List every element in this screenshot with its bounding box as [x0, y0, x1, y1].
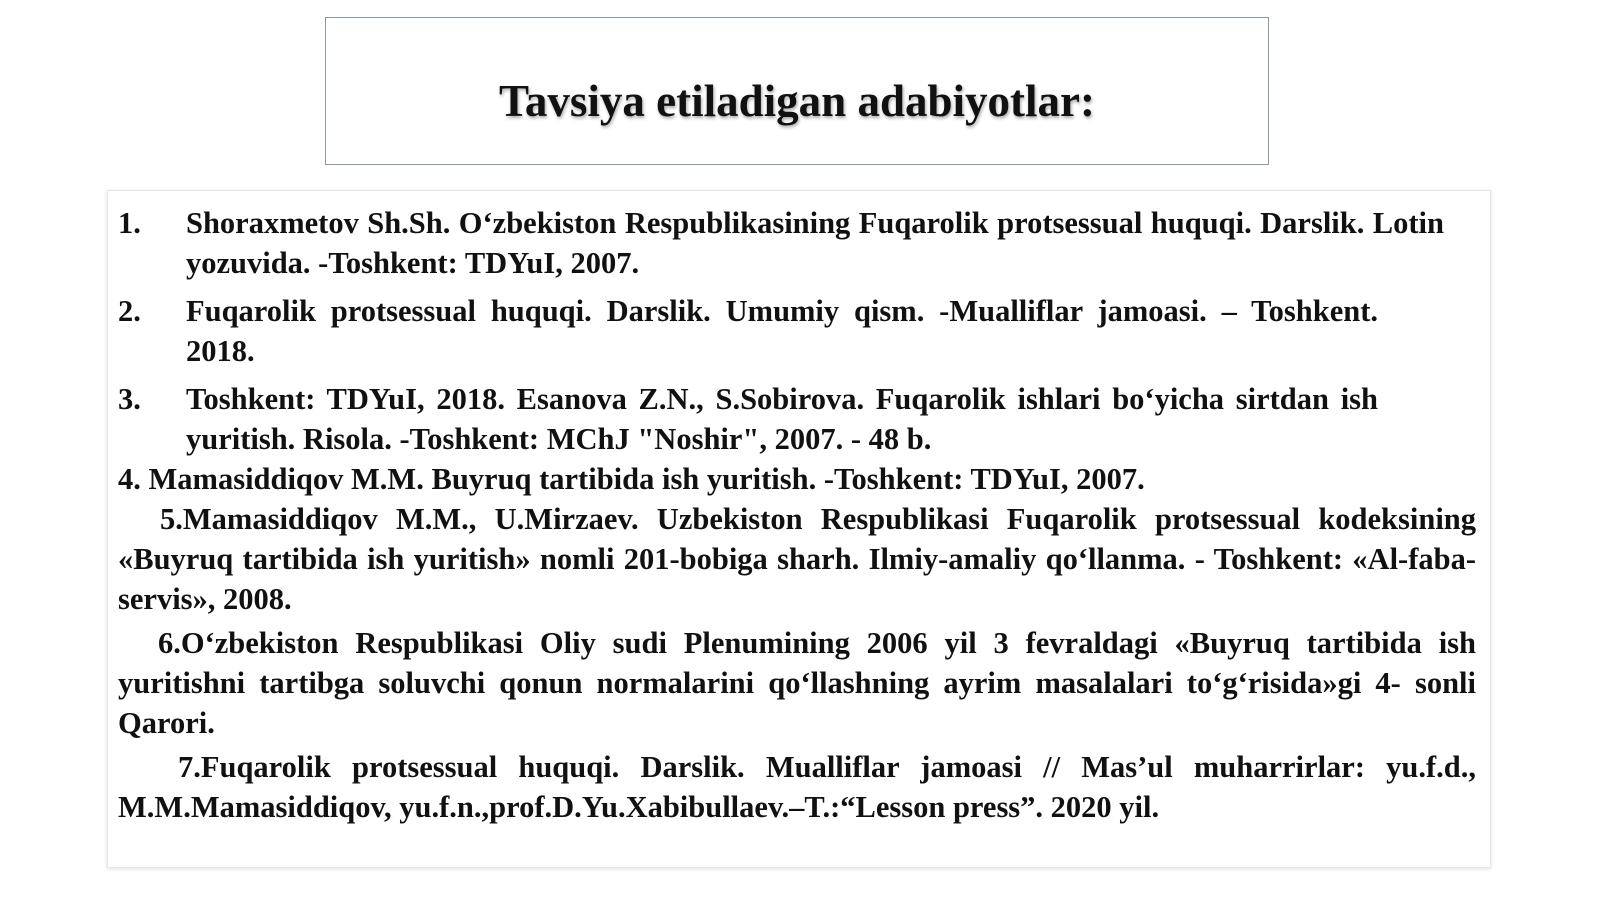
reference-item-2: [118, 291, 1378, 371]
reference-text: 7.Fuqarolik protsessual huquqi. Darslik. Mualliflar jamoasi // Mas’ul muharrirlar: yu.f.d., M.M.Mamasiddiqov, yu.f.n.,prof.D.Yu.Xabibullaev.–T.:“Lesson press”. 2020 yil.: [118, 750, 1476, 824]
references-list: [118, 203, 1476, 827]
reference-text: Toshkent: TDYuI, 2018. Esanova Z.N., S.Sobirova. Fuqarolik ishlari bo‘yicha sirtdan ish yuritish. Risola. -Toshkent: MChJ "Noshir", 2007. - 48 b.: [186, 382, 1378, 456]
reference-item-5: [118, 499, 1476, 619]
reference-text: Shoraxmetov Sh.Sh. O‘zbekiston Respublikasining Fuqarolik protsessual huquqi. Darslik. Lotin yozuvida. -Toshkent: TDYuI, 2007.: [186, 206, 1444, 280]
reference-text: 5.Mamasiddiqov M.M., U.Mirzaev. Uzbekiston Respublikasi Fuqarolik protsessual kodeksining «Buyruq tartibida ish yuritish» nomli 201-bobiga sharh. Ilmiy-amaliy qo‘llanma. - Toshkent: «Al-faba-servis», 2008.: [118, 502, 1476, 616]
title-box: [325, 17, 1269, 165]
reference-number: 3.: [118, 382, 141, 416]
references-box: [107, 190, 1491, 868]
reference-number: 2.: [118, 294, 141, 328]
reference-text: 4. Mamasiddiqov M.M. Buyruq tartibida ish yuritish. -Toshkent: TDYuI, 2007.: [118, 462, 1145, 496]
reference-item-4: [118, 459, 1476, 499]
reference-item-7: [118, 747, 1476, 827]
reference-item-1: [118, 203, 1444, 283]
reference-text: 6.O‘zbekiston Respublikasi Oliy sudi Plenumining 2006 yil 3 fevraldagi «Buyruq tartibida ish yuritishni tartibga soluvchi qonun normalarini qo‘llashning ayrim masalalari to‘g‘risida»gi 4- sonli Qarori.: [118, 626, 1476, 740]
reference-item-6: [118, 623, 1476, 743]
reference-text: Fuqarolik protsessual huquqi. Darslik. Umumiy qism. -Mualliflar jamoasi. – Toshkent. 2018.: [186, 294, 1378, 368]
reference-item-3: [118, 379, 1378, 459]
page-title: Tavsiya etiladigan adabiyotlar:: [499, 76, 1095, 126]
reference-number: 1.: [118, 206, 141, 240]
